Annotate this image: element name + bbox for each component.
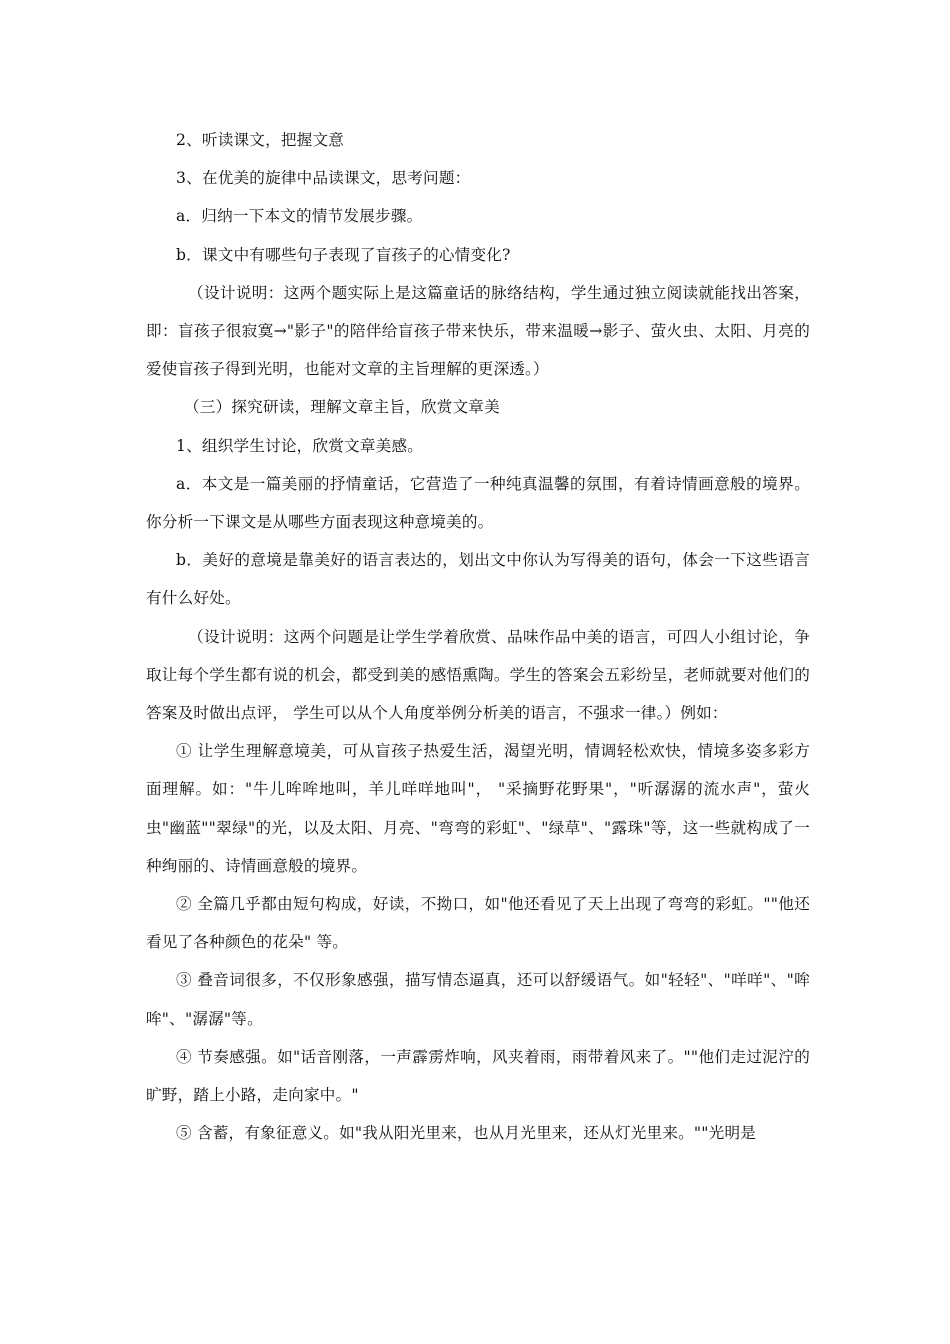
example-3: ③ 叠音词很多，不仅形象感强，描写情态逼真，还可以舒缓语气。如"轻轻"、"咩咩"、"哞哞"、"潺潺"等。 [146, 971, 810, 1028]
example-2: ② 全篇几乎都由短句构成，好读，不拗口，如"他还看见了天上出现了弯弯的彩虹。""他还看见了各种颜色的花朵" 等。 [146, 895, 810, 952]
paragraph-organize-discussion: 1、组织学生讨论，欣赏文章美感。 [176, 436, 424, 455]
example-5: ⑤ 含蓄，有象征意义。如"我从阳光里来，也从月光里来，还从灯光里来。""光明是 [176, 1124, 757, 1143]
question-a-artistic-conception: a．本文是一篇美丽的抒情童话，它营造了一种纯真温馨的氛围，有着诗情画意般的境界。你分析一下课文是从哪些方面表现这种意境美的。 [146, 474, 810, 532]
section-heading-explore: （三）探究研读，理解文章主旨，欣赏文章美 [184, 398, 500, 417]
question-a-plot-steps: a．归纳一下本文的情节发展步骤。 [176, 207, 423, 226]
question-b-beautiful-language: b．美好的意境是靠美好的语言表达的，划出文中你认为写得美的语句，体会一下这些语言有什么好处。 [146, 551, 810, 608]
paragraph-read-with-music: 3、在优美的旋律中品读课文，思考问题： [176, 169, 471, 188]
paragraph-listen-read: 2、听读课文，把握文意 [176, 131, 345, 149]
design-note-2: （设计说明：这两个问题是让学生学着欣赏、品味作品中美的语言，可四人小组讨论，争取让每个学生都有说的机会，都受到美的感悟熏陶。学生的答案会五彩纷呈，老师就要对他们的答案及时做出点评， 学生可以从个人角度举例分析美的语言，不强求一律。）例如： [146, 627, 810, 723]
question-b-mood-changes: b．课文中有哪些句子表现了盲孩子的心情变化? [176, 245, 511, 264]
example-4: ④ 节奏感强。如"话音刚落，一声霹雳炸响，风夹着雨，雨带着风来了。""他们走过泥泞的旷野，踏上小路，走向家中。" [146, 1047, 810, 1105]
design-note-1: （设计说明：这两个题实际上是这篇童话的脉络结构，学生通过独立阅读就能找出答案，即：盲孩子很寂寞→"影子"的陪伴给盲孩子带来快乐，带来温暖→影子、萤火虫、太阳、月亮的爱使盲孩子得到光明，也能对文章的主旨理解的更深透。） [146, 283, 810, 379]
document-body [146, 121, 810, 1152]
example-1: ① 让学生理解意境美，可从盲孩子热爱生活，渴望光明，情调轻松欢快，情境多姿多彩方面理解。如："牛儿哞哞地叫，羊儿咩咩地叫"， "采摘野花野果"，"听潺潺的流水声"，萤火虫"幽蓝""翠绿"的光，以及太阳、月亮、"弯弯的彩虹"、"绿草"、"露珠"等，这一些就构成了一种绚丽的、诗情画意般的境界。 [146, 742, 810, 875]
